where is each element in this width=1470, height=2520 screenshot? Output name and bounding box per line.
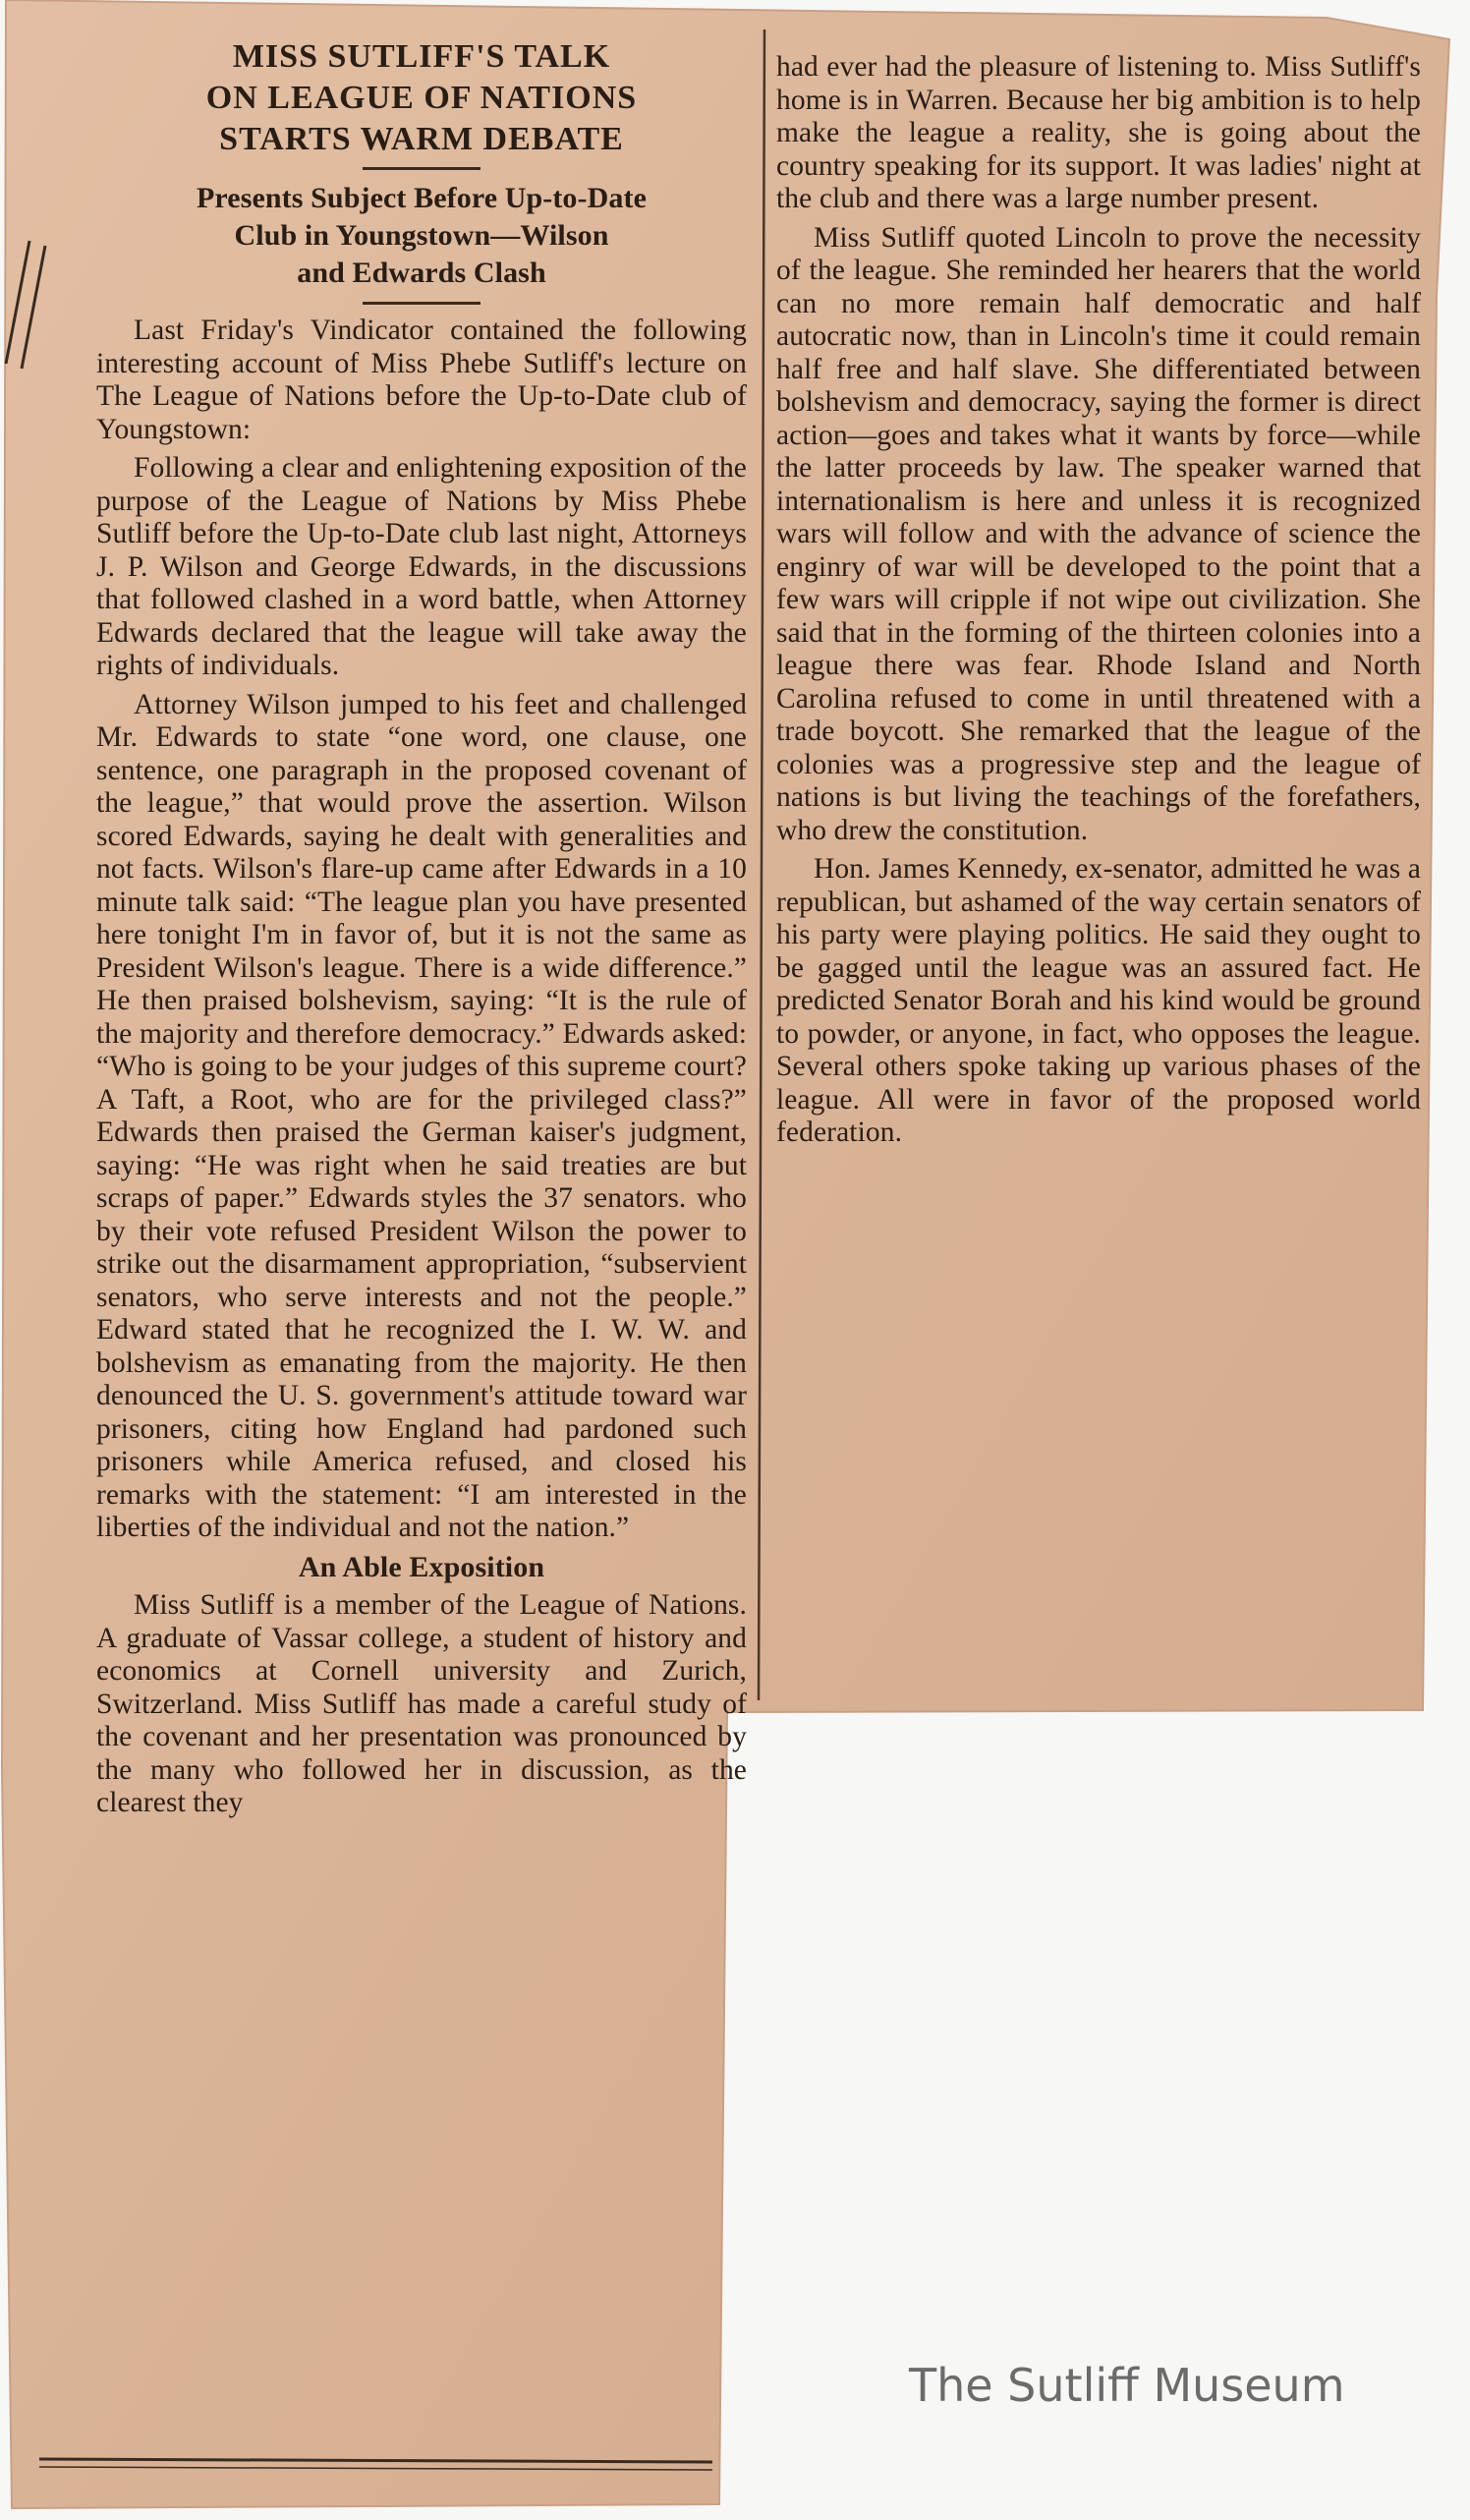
- headline-line-2: ON LEAGUE OF NATIONS: [205, 80, 638, 116]
- article-paragraph: Hon. James Kennedy, ex-senator, admitted he was a republican, but ashamed of the way certain senators of his party were playing politics. He said they ought to be gagged until the league was an assured fact. He predicted Senator Borah and his kind would be ground to powder, or anyone, in fact, who opposes the league. Several others spoke taking up various phases of the league. All were in favor of the proposed world federation.: [776, 853, 1421, 1148]
- article-paragraph: Following a clear and enlightening exposition of the purpose of the League of Nations by Miss Phebe Sutliff before the Up-to-Date club last night, Attorneys J. P. Wilson and George Edwards, in the discussions that followed clashed in a word battle, when Attorney Edwards declared that the league will take away the rights of individuals.: [96, 452, 747, 681]
- subheadline-line-2: Club in Youngstown—Wilson: [234, 219, 609, 252]
- subheadline-divider: [363, 302, 481, 305]
- subheadline-line-1: Presents Subject Before Up-to-Date: [196, 182, 647, 214]
- headline-divider: [363, 167, 481, 170]
- subheadline: [96, 180, 747, 292]
- article-paragraph: Attorney Wilson jumped to his feet and challenged Mr. Edwards to state “one word, one clause, one sentence, one paragraph in the proposed covenant of the league,” that would prove the assertion. Wilson scored Edwards, saying he dealt with generalities and not facts. Wilson's flare-up came after Edwards in a 10 minute talk said: “The league plan you have presented here tonight I'm in favor of, but it is not the same as President Wilson's league. There is a wide difference.” He then praised bolshevism, saying: “It is the rule of the majority and therefore democracy.” Edwards asked: “Who is going to be your judges of this supreme court? A Taft, a Root, who are for the privileged class?” Edwards then praised the German kaiser's judgment, saying: “He was right when he said treaties are but scraps of paper.” Edwards styles the 37 senators. who by their vote refused President Wilson the power to strike out the disarmament appropriation, “subservient senators, who serve interests and not the people.” Edward stated that he recognized the I. W. W. and bolshevism as emanating from the majority. He then denounced the U. S. government's attitude toward war prisoners, citing how England had pardoned such prisoners while America refused, and closed his remarks with the statement: “I am interested in the liberties of the individual and not the nation.”: [96, 688, 747, 1543]
- left-column: [96, 39, 747, 1826]
- article-paragraph: had ever had the pleasure of listening to. Miss Sutliff's home is in Warren. Because her big ambition is to help make the league a reality, she is going about the country speaking for its support. It was ladies' night at the club and there was a large number present.: [776, 51, 1421, 214]
- right-column: [776, 51, 1421, 1156]
- subheadline-line-3: and Edwards Clash: [297, 257, 546, 289]
- section-heading: An Able Exposition: [298, 1550, 545, 1583]
- museum-watermark: The Sutliff Museum: [909, 2359, 1345, 2412]
- article-paragraph: Miss Sutliff is a member of the League of Nations. A graduate of Vassar college, a student of history and economics at Cornell university and Zurich, Switzerland. Miss Sutliff has made a careful study of the covenant and her presentation was pronounced by the many who followed her in discussion, as the clearest they: [96, 1589, 747, 1818]
- headline-line-3: STARTS WARM DEBATE: [219, 121, 624, 157]
- headline-line-1: MISS SUTLIFF'S TALK: [232, 38, 611, 75]
- article-paragraph: Last Friday's Vindicator contained the following interesting account of Miss Phebe Sutliff's lecture on The League of Nations before the Up-to-Date club of Youngstown:: [96, 315, 747, 445]
- article-paragraph: Miss Sutliff quoted Lincoln to prove the necessity of the league. She reminded her hearers that the world can no more remain half democratic and half autocratic now, than in Lincoln's time it could remain half free and half slave. She differentiated between bolshevism and democracy, saying the former is direct action—goes and takes what it wants by force—while the latter proceeds by law. The speaker warned that internationalism is here and unless it is recognized wars will follow and with the advance of science the enginry of war will be developed to the point that a few wars will cripple if not wipe out civilization. She said that in the forming of the thirteen colonies into a league there was fear. Rhode Island and North Carolina refused to come in until threatened with a trade boycott. She remarked that the league of the colonies was a progressive step and the league of nations is but living the teachings of the forefathers, who drew the constitution.: [776, 221, 1421, 846]
